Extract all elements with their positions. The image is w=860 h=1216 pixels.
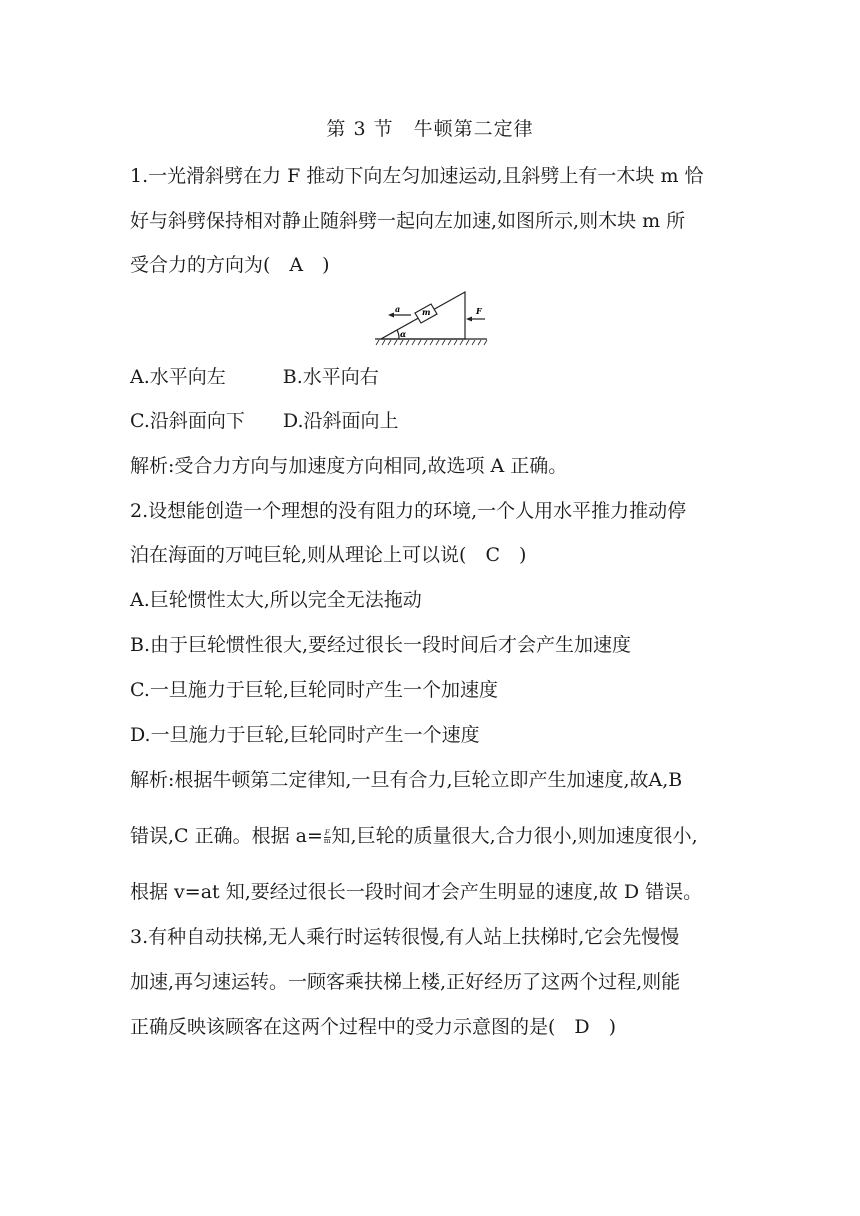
q2-option-c: C.一旦施力于巨轮,巨轮同时产生一个加速度 (130, 679, 498, 701)
q1-options-ab: A.水平向左 B.水平向右 (130, 366, 379, 388)
q2-text-line-1: 2.设想能创造一个理想的没有阻力的环境,一个人用水平推力推动停 (130, 500, 687, 522)
force-label: F (476, 306, 482, 316)
q2-option-b: B.由于巨轮惯性很大,要经过很长一段时间后才会产生加速度 (130, 634, 632, 656)
q1-text-line-3: 受合力的方向为( A ) (130, 254, 330, 276)
fraction-numerator: F (324, 828, 330, 837)
accel-label: a (395, 304, 401, 314)
q2-option-d: D.一旦施力于巨轮,巨轮同时产生一个速度 (130, 724, 480, 746)
q2-text-line-2: 泊在海面的万吨巨轮,则从理论上可以说( C ) (130, 544, 527, 566)
analysis-text-after-formula: 知,巨轮的质量很大,合力很小,则加速度很小, (331, 825, 698, 847)
q2-analysis-line-3: 根据 v=at 知,要经过很长一段时间才会产生明显的速度,故 D 错误。 (130, 881, 703, 903)
block-label: m (422, 307, 431, 317)
q1-text-line-1: 1.一光滑斜劈在力 F 推动下向左匀加速运动,且斜劈上有一木块 m 恰 (130, 165, 704, 187)
formula-fraction (324, 830, 331, 845)
angle-arc (397, 330, 399, 339)
q2-analysis-line-1: 解析:根据牛顿第二定律知,一旦有合力,巨轮立即产生加速度,故A,B (130, 769, 683, 791)
incline-figure (373, 290, 489, 352)
angle-label: α (400, 329, 407, 339)
fraction-denominator: m (323, 836, 331, 845)
q3-text-line-2: 加速,再匀速运转。一顾客乘扶梯上楼,正好经历了这两个过程,则能 (130, 971, 681, 993)
q1-analysis: 解析:受合力方向与加速度方向相同,故选项 A 正确。 (130, 455, 568, 477)
q3-text-line-3: 正确反映该顾客在这两个过程中的受力示意图的是( D ) (130, 1016, 617, 1038)
page-title: 第 3 节 牛顿第二定律 (326, 118, 534, 140)
q2-option-a: A.巨轮惯性太大,所以完全无法拖动 (130, 589, 422, 611)
ground-hatching (376, 340, 487, 345)
q2-analysis-line-2 (130, 822, 740, 850)
q1-options-cd: C.沿斜面向下 D.沿斜面向上 (130, 410, 399, 432)
q1-text-line-2: 好与斜劈保持相对静止随斜劈一起向左加速,如图所示,则木块 m 所 (130, 210, 686, 232)
q3-text-line-1: 3.有种自动扶梯,无人乘行时运转很慢,有人站上扶梯时,它会先慢慢 (130, 926, 680, 948)
analysis-text-before-formula: 错误,C 正确。根据 a= (130, 825, 323, 847)
